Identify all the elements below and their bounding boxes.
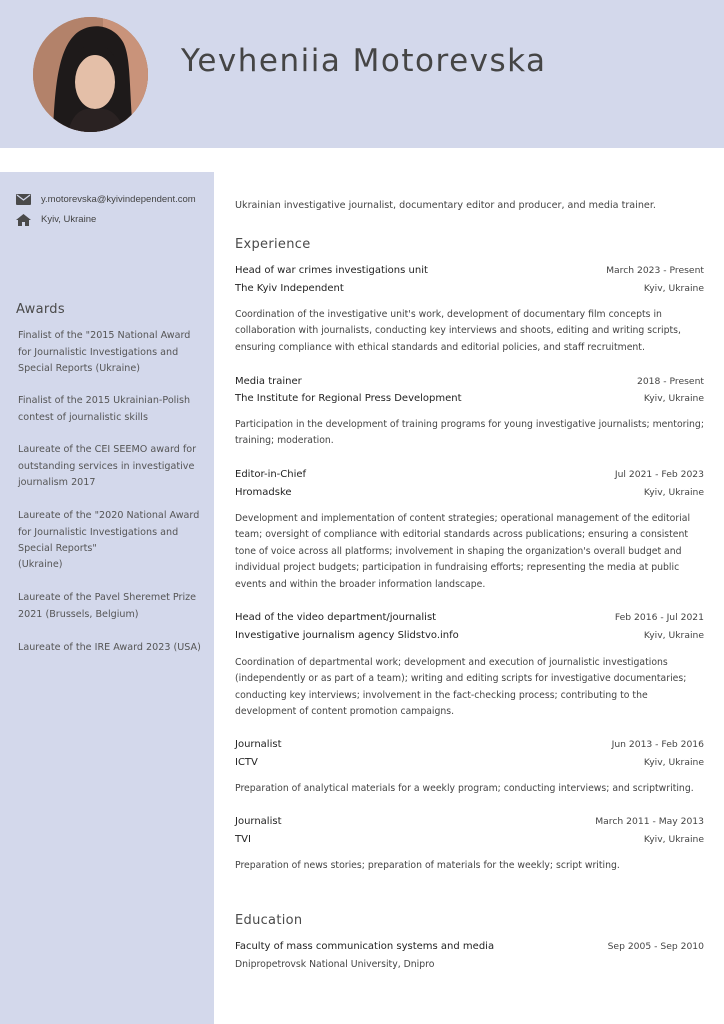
- contact-email: [16, 194, 196, 205]
- job-location: Kyiv, Ukraine: [643, 757, 704, 768]
- awards-heading: Awards: [16, 302, 65, 317]
- award-item: Laureate of the Pavel Sheremet Prize 2021 (Brussels, Belgium): [18, 592, 197, 620]
- job-title: Editor-in-Chief: [235, 469, 307, 480]
- job-date: March 2011 - May 2013: [595, 816, 704, 827]
- contact-location: [16, 214, 96, 225]
- job-description: Preparation of news stories; preparation of materials for the weekly; script writing.: [235, 860, 620, 871]
- email-text: y.motorevska@kyivindependent.com: [41, 194, 196, 205]
- job-description: Development and implementation of content strategies; operational management of the editorial team; oversight of compliance with editorial standards across publications; ensuring a consistent tone of voice across all platforms; involvement in shaping the organization's overall budget and individual project budgets; participation in fundraising efforts; representing the media at public events and within the broader information landscape.: [235, 513, 691, 590]
- job-location: Kyiv, Ukraine: [643, 630, 704, 641]
- education-heading: Education: [235, 913, 303, 928]
- job-title: Media trainer: [235, 376, 302, 387]
- job-org: TVI: [235, 834, 251, 845]
- job-description: Coordination of the investigative unit's work, development of documentary film concepts in collaboration with journalists, conducting key interviews and shoots, editing and writing scripts, ensuring compliance with ethical standards and editorial policies, and staff recruitment.: [235, 309, 681, 353]
- education-degree: Faculty of mass communication systems and media: [235, 941, 495, 952]
- job-location: Kyiv, Ukraine: [643, 283, 704, 294]
- job-description: Coordination of departmental work; development and execution of journalistic investigations (independently or as part of a team); writing and editing scripts for investigative documentaries; conducting key interviews; involvement in the fact-checking process; contributing to the development of content promotion campaigns.: [235, 657, 687, 718]
- experience-heading: Experience: [235, 237, 311, 252]
- award-item: (Ukraine): [18, 559, 63, 570]
- home-icon: [16, 214, 31, 225]
- award-item: Laureate of the "2020 National Award for Journalistic Investigations and Special Reports": [18, 510, 200, 554]
- education-school: Dnipropetrovsk National University, Dnipro: [235, 959, 435, 970]
- job-date: Jun 2013 - Feb 2016: [611, 739, 704, 750]
- job-date: 2018 - Present: [636, 376, 704, 387]
- job-title: Journalist: [235, 816, 282, 827]
- job-location: Kyiv, Ukraine: [643, 834, 704, 845]
- envelope-icon: [16, 194, 31, 205]
- award-item: Finalist of the "2015 National Award for Journalistic Investigations and Special Reports (Ukraine): [18, 330, 191, 374]
- job-org: The Institute for Regional Press Development: [235, 393, 462, 404]
- job-description: Preparation of analytical materials for a weekly program; conducting interviews; and scriptwriting.: [235, 783, 694, 794]
- job-title: Head of the video department/journalist: [235, 612, 437, 623]
- job-org: Investigative journalism agency Slidstvo.info: [235, 630, 459, 641]
- job-date: Feb 2016 - Jul 2021: [614, 612, 704, 623]
- award-item: Finalist of the 2015 Ukrainian-Polish contest of journalistic skills: [18, 395, 191, 423]
- award-item: Laureate of the IRE Award 2023 (USA): [18, 642, 201, 653]
- job-date: Jul 2021 - Feb 2023: [614, 469, 704, 480]
- job-title: Head of war crimes investigations unit: [235, 265, 428, 276]
- candidate-name: Yevheniia Motorevska: [181, 43, 547, 79]
- job-location: Kyiv, Ukraine: [643, 487, 704, 498]
- job-date: March 2023 - Present: [606, 265, 704, 276]
- job-org: ICTV: [235, 757, 258, 768]
- profile-photo: [33, 17, 148, 132]
- award-item: Laureate of the CEI SEEMO award for outstanding services in investigative journalism 2017: [18, 444, 197, 488]
- job-description: Participation in the development of training programs for young investigative journalists; mentoring; training; moderation.: [235, 419, 704, 447]
- education-date: Sep 2005 - Sep 2010: [607, 941, 704, 952]
- summary: Ukrainian investigative journalist, documentary editor and producer, and media trainer.: [235, 200, 656, 211]
- job-location: Kyiv, Ukraine: [643, 393, 704, 404]
- location-text: Kyiv, Ukraine: [41, 214, 97, 225]
- job-org: The Kyiv Independent: [235, 283, 344, 294]
- job-org: Hromadske: [235, 487, 292, 498]
- job-title: Journalist: [235, 739, 282, 750]
